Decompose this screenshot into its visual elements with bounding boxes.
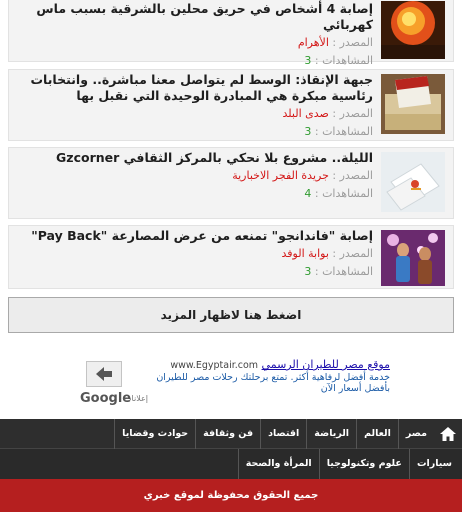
ad-description[interactable]: خدمة أفضل لرفاهية أكثر. تمتع برحلتك رحلات مصر للطيران بأفضل أسعار الآن xyxy=(156,372,390,394)
nav-item-culture[interactable]: فن وثقافة xyxy=(195,419,260,449)
source-label: المصدر : xyxy=(332,169,373,182)
news-views: 3 xyxy=(304,125,312,138)
ad-title[interactable]: موقع مصر للطيران الرسمي xyxy=(261,358,390,371)
news-source-line xyxy=(15,105,373,122)
nav-item-world[interactable]: العالم xyxy=(356,419,398,449)
news-source[interactable]: جريدة الفجر الاخبارية xyxy=(232,169,329,182)
news-item[interactable] xyxy=(8,147,454,219)
nav-row xyxy=(0,449,462,479)
news-source-line xyxy=(15,245,373,262)
load-more-button[interactable]: اضغط هنا لاظهار المزيد xyxy=(8,297,454,333)
news-title[interactable]: الليلة.. مشروع بلا نحكي بالمركز الثقافي Gzcorner xyxy=(56,150,373,165)
left-arrow-icon xyxy=(94,366,114,382)
news-views: 3 xyxy=(304,265,312,278)
source-label: المصدر : xyxy=(332,247,373,260)
nav-item-tech[interactable]: علوم وتكنولوجيا xyxy=(319,449,409,479)
news-source[interactable]: صدى البلد xyxy=(282,107,329,120)
news-thumbnail[interactable] xyxy=(381,1,445,59)
news-source-line xyxy=(15,34,373,51)
category-nav xyxy=(0,419,462,479)
news-title[interactable]: إصابة "فاندانجو" تمنعه من عرض المصارعة "Pay Back" xyxy=(31,228,373,243)
views-label: المشاهدات : xyxy=(314,54,373,67)
home-button[interactable] xyxy=(434,419,462,449)
nav-item-cars[interactable]: سيارات xyxy=(409,449,462,479)
news-item[interactable] xyxy=(8,0,454,67)
nav-item-economy[interactable]: اقتصاد xyxy=(260,419,306,449)
news-item[interactable] xyxy=(8,69,454,141)
nav-item-women-health[interactable]: المرأة والصحة xyxy=(238,449,319,479)
news-views-line xyxy=(15,263,373,280)
news-thumbnail[interactable] xyxy=(381,230,445,286)
news-views: 4 xyxy=(304,187,312,200)
home-icon xyxy=(440,427,456,441)
nav-row xyxy=(0,419,462,449)
news-title[interactable]: إصابة 4 أشخاص في حريق محلين بالشرقية بسبب ماس كهربائي xyxy=(36,1,373,32)
news-title[interactable]: جبهة الإنقاذ: الوسط لم يتواصل معنا مباشرة.. وانتخابات رئاسية مبكرة هي المبادرة الوحيدة التي نقبل بها xyxy=(30,72,373,103)
news-source[interactable]: بوابة الوفد xyxy=(281,247,329,260)
news-source-line xyxy=(15,167,373,184)
views-label: المشاهدات : xyxy=(314,125,373,138)
ad-arrow-button[interactable] xyxy=(86,361,122,387)
news-views-line xyxy=(15,185,373,202)
ad-unit[interactable] xyxy=(80,358,390,410)
news-thumbnail[interactable] xyxy=(381,74,445,134)
ad-headline[interactable] xyxy=(140,358,390,372)
news-views-line xyxy=(15,52,373,69)
news-item[interactable] xyxy=(8,225,454,289)
google-logo[interactable]: Google xyxy=(80,391,132,406)
source-label: المصدر : xyxy=(332,107,373,120)
nav-item-egypt[interactable]: مصر xyxy=(398,419,434,449)
copyright-footer: جميع الحقوق محفوظة لموقع خبري xyxy=(0,479,462,512)
ad-url[interactable]: www.Egyptair.com xyxy=(170,360,259,371)
news-views-line xyxy=(15,123,373,140)
views-label: المشاهدات : xyxy=(314,187,373,200)
views-label: المشاهدات : xyxy=(314,265,373,278)
nav-item-accidents[interactable]: حوادث وقضايا xyxy=(114,419,195,449)
nav-item-sports[interactable]: الرياضة xyxy=(306,419,356,449)
ad-label: إعلانات xyxy=(124,394,148,403)
news-views: 3 xyxy=(304,54,312,67)
news-thumbnail[interactable] xyxy=(381,152,445,212)
news-source[interactable]: الأهرام xyxy=(297,36,329,49)
source-label: المصدر : xyxy=(332,36,373,49)
